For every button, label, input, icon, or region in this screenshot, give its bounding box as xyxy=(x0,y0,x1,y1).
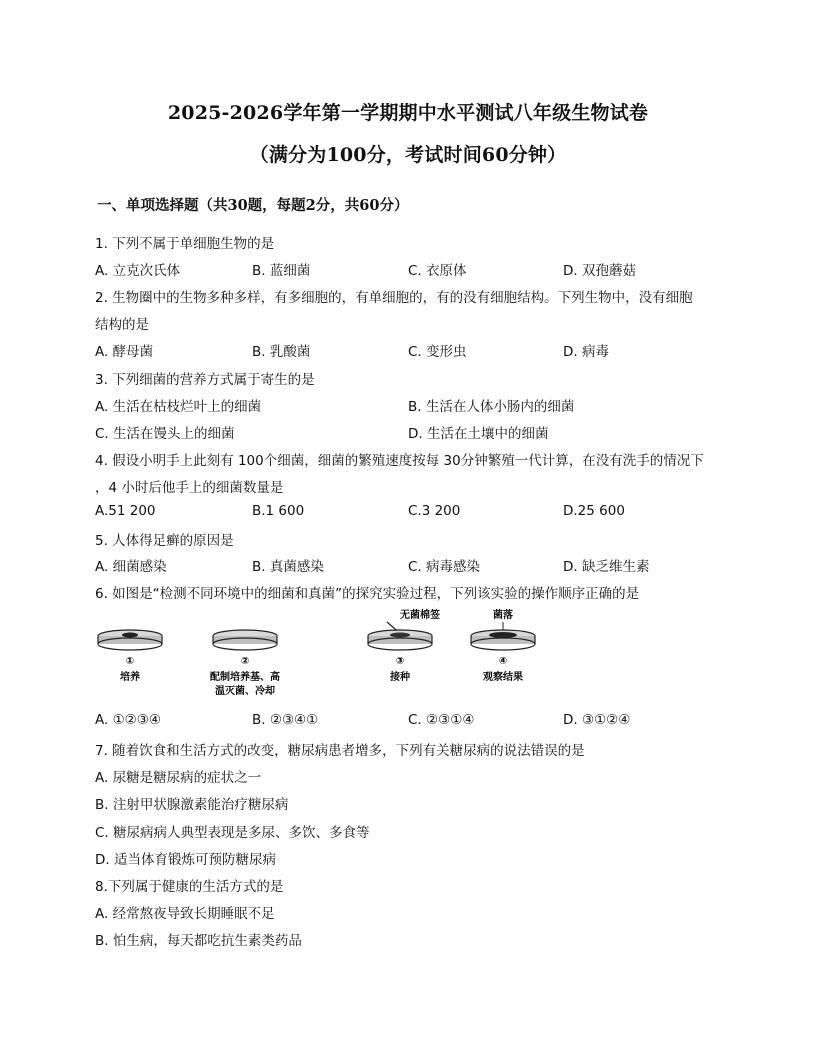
question-stem: 7. 随着饮食和生活方式的改变，糖尿病患者增多，下列有关糖尿病的说法错误的是 xyxy=(95,743,585,759)
step-label: 配制培养基、高 xyxy=(210,672,280,683)
option-b: B. 生活在人体小肠内的细菌 xyxy=(408,399,575,415)
question-stem: 6. 如图是“检测不同环境中的细菌和真菌”的探究实验过程，下列该实验的操作顺序正确的是 xyxy=(95,586,640,602)
question-stem: 1. 下列不属于单细胞生物的是 xyxy=(95,236,275,252)
option-a: A. 生活在枯枝烂叶上的细菌 xyxy=(95,399,262,415)
question-stem-continued: 结构的是 xyxy=(95,317,149,333)
option-b: B. 乳酸菌 xyxy=(252,344,311,360)
step-label: 培养 xyxy=(120,672,140,683)
swab-label: 无菌棉签 xyxy=(400,610,440,621)
option-c: C. ②③①④ xyxy=(408,712,475,728)
option-d: D. 生活在土壤中的细菌 xyxy=(408,426,549,442)
option-b: B.1 600 xyxy=(252,503,305,519)
option-b: B. ②③④① xyxy=(252,712,319,728)
exam-subtitle: （满分为100分，考试时间60分钟） xyxy=(249,144,567,166)
petri-dish-4 xyxy=(471,622,535,650)
question-stem: 8.下列属于健康的生活方式的是 xyxy=(95,879,284,895)
step-number: ④ xyxy=(498,656,508,667)
step-label: 接种 xyxy=(390,672,410,683)
section-heading: 一、单项选择题（共30题，每题2分，共60分） xyxy=(97,197,409,214)
option-c: C. 糖尿病病人典型表现是多尿、多饮、多食等 xyxy=(95,825,370,841)
petri-dish-figure xyxy=(95,606,655,706)
option-b: B. 蓝细菌 xyxy=(252,263,311,279)
petri-dish-1 xyxy=(98,630,162,650)
option-d: D. 适当体育锻炼可预防糖尿病 xyxy=(95,852,276,868)
exam-title: 2025-2026学年第一学期期中水平测试八年级生物试卷 xyxy=(167,102,649,124)
petri-dish-diagram xyxy=(95,606,655,706)
option-a: A. 酵母菌 xyxy=(95,344,154,360)
option-a: A. 细菌感染 xyxy=(95,559,167,575)
option-c: C. 病毒感染 xyxy=(408,559,481,575)
option-c: C. 生活在馒头上的细菌 xyxy=(95,426,235,442)
option-b: B. 真菌感染 xyxy=(252,559,324,575)
option-d: D. 病毒 xyxy=(563,344,609,360)
option-a: A. 尿糖是糖尿病的症状之一 xyxy=(95,770,262,786)
petri-dish-3 xyxy=(368,622,432,650)
question-stem: 3. 下列细菌的营养方式属于寄生的是 xyxy=(95,372,315,388)
option-a: A. 立克次氏体 xyxy=(95,263,181,279)
option-d: D. 缺乏维生素 xyxy=(563,559,650,575)
option-c: C. 衣原体 xyxy=(408,263,467,279)
step-number: ① xyxy=(125,656,135,667)
option-a: A. ①②③④ xyxy=(95,712,161,728)
question-stem: 2. 生物圈中的生物多种多样，有多细胞的，有单细胞的，有的没有细胞结构。下列生物中，没有细胞 xyxy=(95,290,693,306)
step-label-continued: 温灭菌、冷却 xyxy=(215,686,275,697)
option-c: C.3 200 xyxy=(408,503,461,519)
question-stem: 5. 人体得足癣的原因是 xyxy=(95,533,234,549)
question-stem: 4. 假设小明手上此刻有 100个细菌，细菌的繁殖速度按每 30分钟繁殖一代计算，在没有洗手的情况下 xyxy=(95,453,704,469)
option-d: D. 双孢蘑菇 xyxy=(563,263,636,279)
option-b: B. 注射甲状腺激素能治疗糖尿病 xyxy=(95,797,289,813)
question-stem-continued: ，4 小时后他手上的细菌数量是 xyxy=(95,480,284,496)
petri-dish-2 xyxy=(213,630,277,650)
option-d: D. ③①②④ xyxy=(563,712,631,728)
step-label: 观察结果 xyxy=(483,672,523,683)
step-number: ② xyxy=(240,656,250,667)
option-c: C. 变形虫 xyxy=(408,344,467,360)
option-a: A.51 200 xyxy=(95,503,156,519)
option-d: D.25 600 xyxy=(563,503,625,519)
option-a: A. 经常熬夜导致长期睡眠不足 xyxy=(95,906,275,922)
colony-label: 菌落 xyxy=(493,610,513,621)
option-b: B. 怕生病，每天都吃抗生素类药品 xyxy=(95,933,302,949)
step-number: ③ xyxy=(395,656,405,667)
